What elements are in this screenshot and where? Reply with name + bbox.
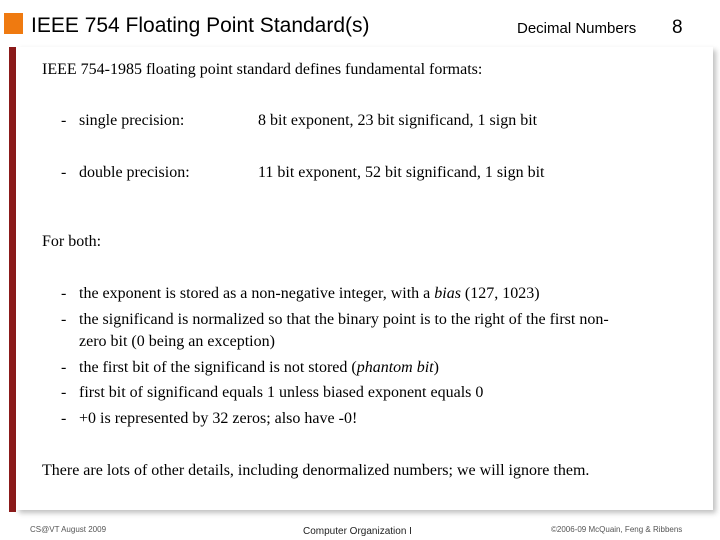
slide-title: IEEE 754 Floating Point Standard(s) — [31, 14, 370, 37]
section-name: Decimal Numbers — [517, 20, 637, 37]
left-accent-bar — [9, 47, 16, 512]
bullet-phantom-bit — [79, 358, 439, 378]
bullet-normalized-line2: zero bit (0 being an exception) — [79, 333, 275, 350]
bullet-zero-representation: +0 is represented by 32 zeros; also have -0! — [79, 410, 358, 427]
both-heading: For both: — [42, 233, 102, 250]
slide-number: 8 — [672, 17, 683, 38]
bullet-first-bit: first bit of significand equals 1 unless biased exponent equals 0 — [79, 384, 484, 401]
footer-course-name: Computer Organization I — [303, 526, 412, 537]
format-desc-single: 8 bit exponent, 23 bit significand, 1 sign bit — [258, 112, 538, 129]
closing-text: There are lots of other details, including denormalized numbers; we will ignore them. — [42, 462, 590, 479]
footer-copyright: ©2006-09 McQuain, Feng & Ribbens — [551, 525, 683, 534]
bullet-dash-1: - — [61, 285, 67, 302]
intro-text: IEEE 754-1985 floating point standard defines fundamental formats: — [42, 61, 483, 78]
format-name-double: double precision: — [79, 164, 190, 181]
bullet-3-post: ) — [433, 359, 439, 376]
title-accent-square — [4, 13, 23, 34]
bullet-dash-4: - — [61, 384, 67, 401]
bullet-3-pre: the first bit of the significand is not stored ( — [79, 359, 357, 376]
format-desc-double: 11 bit exponent, 52 bit significand, 1 sign bit — [258, 164, 545, 181]
bias-term: bias — [434, 285, 461, 302]
bullet-1-post: (127, 1023) — [460, 285, 540, 302]
bullet-dash-2: - — [61, 311, 67, 328]
bullet-normalized-line1: the significand is normalized so that the binary point is to the right of the first non- — [79, 311, 609, 328]
format-name-single: single precision: — [79, 112, 185, 129]
format-dash-single: - — [61, 112, 67, 129]
phantom-bit-term: phantom bit — [356, 359, 434, 376]
bullet-1-pre: the exponent is stored as a non-negative integer, with a — [79, 285, 435, 302]
bullet-dash-5: - — [61, 410, 67, 427]
footer-course-date: CS@VT August 2009 — [30, 525, 107, 534]
bullet-exponent-bias — [79, 284, 540, 304]
bullet-dash-3: - — [61, 359, 67, 376]
format-dash-double: - — [61, 164, 67, 181]
